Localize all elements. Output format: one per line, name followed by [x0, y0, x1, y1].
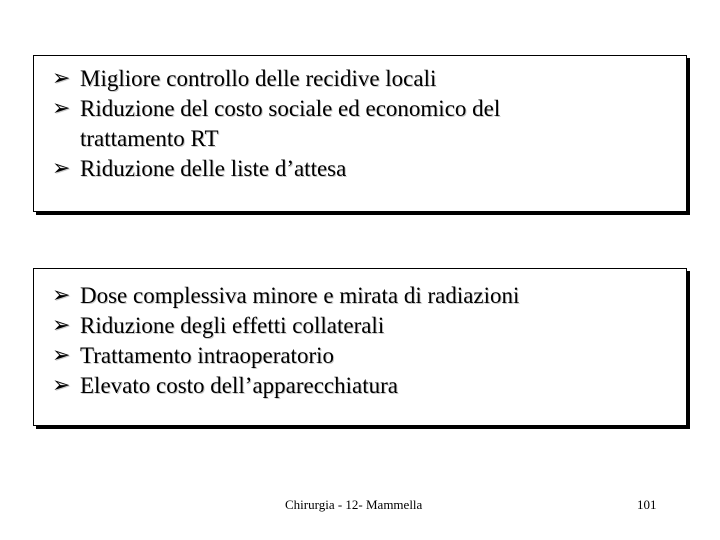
arrow-right-icon: ➢ [52, 373, 71, 398]
arrow-right-icon: ➢ [52, 283, 71, 308]
bullet-item [52, 281, 686, 311]
bullet-item [52, 371, 686, 401]
arrow-right-icon: ➢ [52, 156, 71, 181]
bullet-text: Migliore controllo delle recidive locali [80, 66, 437, 91]
bullet-item [52, 311, 686, 341]
features-box [33, 268, 687, 426]
bullet-item [52, 94, 686, 154]
bullet-text: Elevato costo dell’apparecchiatura [80, 373, 399, 398]
page-number: 101 [637, 497, 657, 512]
bullet-text: Riduzione degli effetti collaterali [80, 313, 385, 338]
bullet-text: Riduzione delle liste d’attesa [80, 156, 347, 181]
bullet-item [52, 64, 686, 94]
bullet-text: Riduzione del costo sociale ed economico del trattamento RT [80, 96, 501, 151]
advantages-box [33, 55, 687, 212]
arrow-right-icon: ➢ [52, 96, 71, 121]
bullet-item [52, 154, 686, 184]
bullet-item [52, 341, 686, 371]
arrow-right-icon: ➢ [52, 66, 71, 91]
bullet-text: Trattamento intraoperatorio [80, 343, 334, 368]
arrow-right-icon: ➢ [52, 313, 71, 338]
footer-title: Chirurgia - 12- Mammella [285, 497, 423, 512]
bullet-text: Dose complessiva minore e mirata di radiazioni [80, 283, 520, 308]
arrow-right-icon: ➢ [52, 343, 71, 368]
